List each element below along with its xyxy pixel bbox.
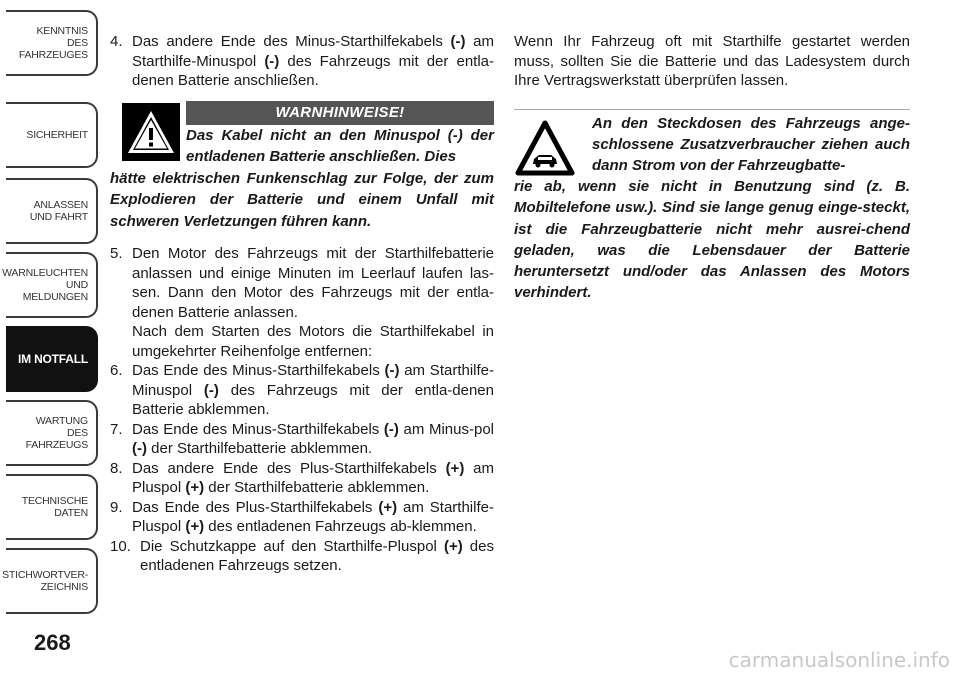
step-10: 10. Die Schutzkappe auf den Starthilfe-Pluspol (+) des entladenen Fahrzeugs setzen.: [110, 537, 494, 574]
step-4: 4. Das andere Ende des Minus-Starthilfekabels (-) am Starthilfe-Minuspol (-) des Fahrzeugs mit der entla-denen Batterie anschließen.: [110, 33, 494, 89]
tab-label: WARTUNG DES FAHRZEUGS: [25, 415, 88, 451]
note-text-first: An den Steckdosen des Fahrzeugs ange-schlossene Zusatzverbraucher ziehen auch dann Strom von der Fahrzeugbatte-: [592, 114, 910, 174]
tab-technische-daten[interactable]: [6, 474, 98, 540]
warning-title: WARNHINWEISE!: [186, 101, 494, 125]
tab-label: STICHWORTVER- ZEICHNIS: [2, 569, 88, 593]
tab-stichwortverzeichnis[interactable]: [2, 548, 98, 614]
tab-label: ANLASSEN UND FAHRT: [29, 199, 88, 223]
warning-text-first: Das Kabel nicht an den Minuspol (-) der entladenen Batterie anschließen. Dies: [186, 126, 494, 165]
step-5: 5. Den Motor des Fahrzeugs mit der Starthilfebatterie anlassen und einige Minuten im Leerlauf laufen las-sen. Dann den Motor des Fahrzeugs mit der entla-denen Batterie anlassen.: [110, 245, 494, 321]
step-7: 7. Das Ende des Minus-Starthilfekabels (-) am Minus-pol (-) der Starthilfebatterie abklemmen.: [110, 420, 494, 457]
tab-label: TECHNISCHE DATEN: [21, 495, 88, 519]
paragraph: Wenn Ihr Fahrzeug oft mit Starthilfe gestartet werden muss, sollten Sie die Batterie und das Ladesystem durch Ihre Vertragswerkstatt überprüfen lassen.: [514, 33, 910, 89]
step-5-note: Nach dem Starten des Motors die Starthilfekabel in umgekehrter Reihenfolge entfernen:: [132, 323, 494, 360]
divider: [514, 109, 910, 110]
watermark: carmanualsonline.info: [728, 648, 950, 672]
tab-sicherheit[interactable]: [6, 102, 98, 168]
note-text: rie ab, wenn sie nicht in Benutzung sind (z. B. Mobiltelefone usw.). Sind sie lange genug einge-steckt, ist die Fahrzeugbatterie nicht mehr ausrei-chend geladen, was die Lebensdauer der Batterie heruntersetzt und/oder das Anlassen des Motors verhindert.: [514, 178, 910, 302]
tab-label: SICHERHEIT: [26, 129, 88, 141]
tab-warnleuchten-und-meldungen[interactable]: [2, 252, 98, 318]
warning-text: hätte elektrischen Funkenschlag zur Folge, der zum Explodieren der Batterie und einem Unfall mit schweren Verletzungen führen kann.: [110, 169, 494, 230]
page-number: 268: [34, 630, 71, 655]
tab-im-notfall[interactable]: [6, 326, 98, 392]
tab-kenntnis-des-fahrzeuges[interactable]: [6, 10, 98, 76]
warning-block: [110, 101, 494, 233]
step-9: 9. Das Ende des Plus-Starthilfekabels (+) am Starthilfe-Pluspol (+) des entladenen Fahrzeugs ab-klemmen.: [110, 498, 494, 535]
left-column: [110, 32, 494, 576]
tab-wartung-des-fahrzeugs[interactable]: [6, 400, 98, 466]
step-6: 6. Das Ende des Minus-Starthilfekabels (-) am Starthilfe-Minuspol (-) des Fahrzeugs mit der entla-denen Batterie abklemmen.: [110, 362, 494, 418]
warning-triangle-icon: [122, 103, 180, 161]
note-block: [514, 113, 910, 304]
tab-anlassen-und-fahrt[interactable]: [6, 178, 98, 244]
car-warning-icon: [514, 117, 576, 179]
tab-label: IM NOTFALL: [18, 352, 88, 366]
tab-label: KENNTNIS DES FAHRZEUGES: [18, 25, 88, 61]
right-column: [514, 32, 910, 303]
tab-label: WARNLEUCHTEN UND MELDUNGEN: [2, 267, 88, 303]
step-8: 8. Das andere Ende des Plus-Starthilfekabels (+) am Pluspol (+) der Starthilfebatterie abklemmen.: [110, 459, 494, 496]
